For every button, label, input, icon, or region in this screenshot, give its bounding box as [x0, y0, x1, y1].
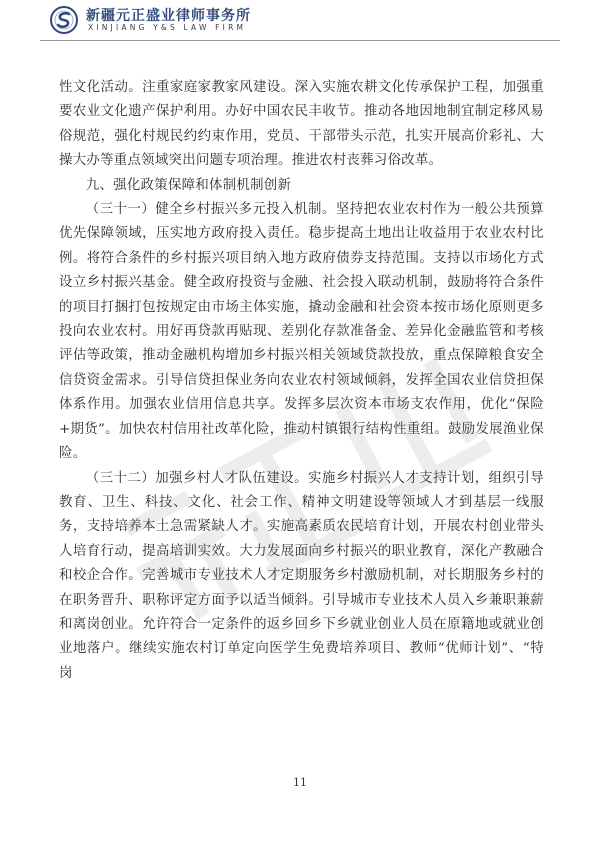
firm-name-en: XINJIANG Y&S LAW FIRM — [88, 23, 247, 32]
paragraph-article-31: （三十一）健全乡村振兴多元投入机制。坚持把农业农村作为一般公共预算优先保障领域，压实地方政府投入责任。稳步提高土地出让收益用于农业农村比例。将符合条件的乡村振兴项目纳入地方政府债券支持范围。支持以市场化方式设立乡村振兴基金。健全政府投资与金融、社会投入联动机制，鼓励将符合条件的项目打捆打包按规定由市场主体实施，撬动金融和社会资本按市场化原则更多投向农业农村。用好再贷款再贴现、差别化存款准备金、差异化金融监管和考核评估等政策，推动金融机构增加乡村振兴相关领域贷款投放，重点保障粮食安全信贷资金需求。引导信贷担保业务向农业农村领域倾斜，发挥全国农业信贷担保体系作用。加强农业信用信息共享。发挥多层次资本市场支农作用，优化“保险+期货”。加快农村信用社改革化险，推动村镇银行结构性重组。鼓励发展渔业保险。 — [59, 202, 544, 462]
paragraph-culture-continued: 性文化活动。注重家庭家教家风建设。深入实施农耕文化传承保护工程，加强重要农业文化遗产保护利用。办好中国农民丰收节。推动各地因地制宜制定移风易俗规范，强化村规民约约束作用，党员、干部带头示范，扎实开展高价彩礼、大操大办等重点领域突出问题专项治理。推进农村丧葬习俗改革。 — [59, 80, 544, 169]
header-divider — [40, 40, 560, 41]
page-number: 11 — [293, 776, 307, 789]
document-body — [59, 76, 544, 686]
firm-name-cn: 新疆元正盛业律师事务所 — [86, 8, 251, 24]
section-heading: 九、强化政策保障和体制机制创新 — [85, 177, 292, 193]
firm-logo-icon — [50, 6, 78, 34]
paragraph-article-32: （三十二）加强乡村人才队伍建设。实施乡村振兴人才支持计划，组织引导教育、卫生、科技、文化、社会工作、精神文明建设等领域人才到基层一线服务，支持培养本土急需紧缺人才。实施高素质农民培育计划，开展农村创业带头人培育行动，提高培训实效。大力发展面向乡村振兴的职业教育，深化产教融合和校企合作。完善城市专业技术人才定期服务乡村激励机制，对长期服务乡村的在职务晋升、职称评定方面予以适当倾斜。引导城市专业技术人员入乡兼职兼薪和离岗创业。允许符合一定条件的返乡回乡下乡就业创业人员在原籍地或就业创业地落户。继续实施农村订单定向医学生免费培养项目、教师“优师计划”、“特岗 — [59, 470, 544, 681]
page-header — [0, 0, 600, 40]
